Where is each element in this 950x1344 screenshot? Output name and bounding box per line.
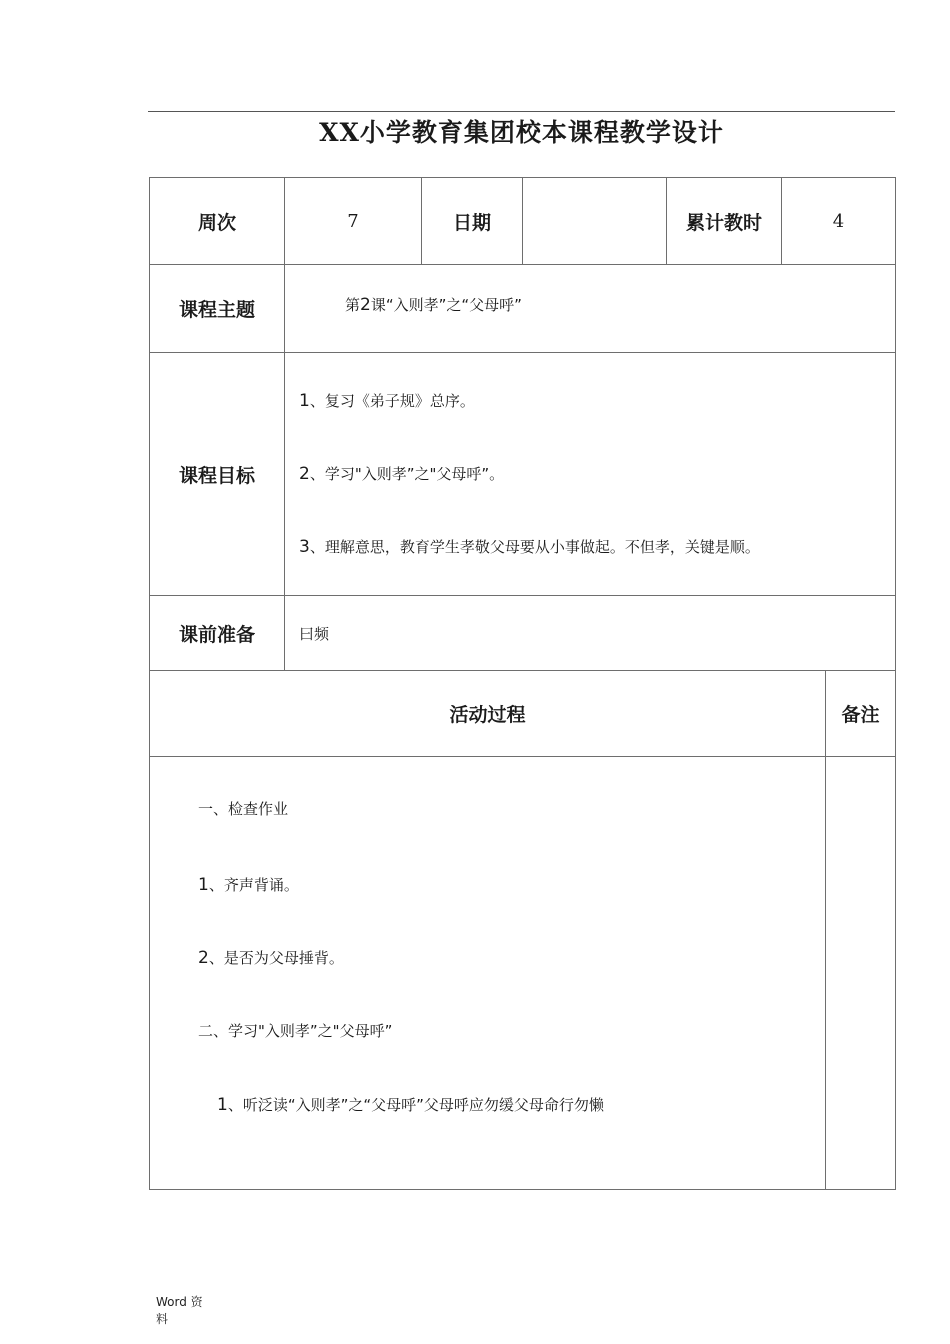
week-value: 7	[285, 178, 422, 265]
objectives-label: 课程目标	[150, 353, 285, 596]
topic-row	[150, 265, 896, 353]
hours-value: 4	[782, 178, 896, 265]
activity-line	[217, 1095, 604, 1115]
activity-body	[150, 757, 826, 1190]
lesson-plan-table	[149, 177, 896, 1190]
objective-item	[299, 464, 895, 484]
activity-header-row	[150, 671, 896, 757]
preparation-value: 曰频	[285, 596, 896, 671]
activity-line-num: 1	[198, 875, 209, 895]
activity-line-num: 2	[198, 948, 209, 968]
objective-item	[299, 391, 895, 411]
date-value	[523, 178, 667, 265]
activity-body-row	[150, 757, 896, 1190]
week-label: 周次	[150, 178, 285, 265]
title-main: 小学教育集团校本课程教学设计	[359, 118, 724, 147]
date-label: 日期	[422, 178, 523, 265]
activity-line-text: 二、学习"入则孝”之"父母呼”	[198, 1022, 393, 1040]
activity-line-text: 、听泛读“入则孝”之“父母呼”父母呼应勿缓父母命行勿懒	[227, 1096, 604, 1114]
objectives-cell	[285, 353, 896, 596]
activity-line	[198, 799, 288, 819]
objective-num: 2	[299, 463, 310, 484]
notes-header: 备注	[826, 671, 896, 757]
activity-line-text: 、齐声背诵。	[208, 876, 299, 894]
info-row	[150, 178, 896, 265]
activity-line-text: 一、检查作业	[198, 800, 289, 818]
topic-value-num: 2	[360, 295, 371, 315]
activity-line-text: 、是否为父母捶背。	[208, 949, 344, 967]
preparation-row	[150, 596, 896, 671]
activity-line-num: 1	[217, 1095, 228, 1115]
objective-num: 1	[299, 390, 310, 411]
objective-num: 3	[299, 536, 310, 557]
document-title	[148, 116, 895, 150]
top-rule	[148, 111, 895, 112]
objectives-list	[285, 366, 895, 583]
footer-note	[156, 1294, 216, 1328]
footer-line: 料	[156, 1312, 169, 1326]
activity-line	[198, 1021, 392, 1041]
topic-value-rest: 课“入则孝”之“父母呼”	[370, 296, 522, 314]
objective-text: 、理解意思，教育学生孝敬父母要从小事做起。不但孝，关键是顺。	[309, 537, 760, 556]
activity-lines	[150, 757, 825, 1189]
objectives-row	[150, 353, 896, 596]
activity-line	[198, 875, 299, 895]
footer-line: Word 资	[156, 1295, 203, 1309]
objective-item	[299, 537, 895, 557]
hours-label: 累计教时	[667, 178, 782, 265]
topic-label: 课程主题	[150, 265, 285, 353]
topic-value	[285, 265, 896, 353]
topic-value-prefix: 第	[345, 296, 361, 314]
title-prefix: XX	[319, 118, 360, 147]
activity-header: 活动过程	[150, 671, 826, 757]
preparation-label: 课前准备	[150, 596, 285, 671]
activity-line	[198, 948, 344, 968]
objective-text: 、学习"入则孝”之"父母呼”。	[309, 464, 505, 483]
objective-text: 、复习《弟子规》总序。	[309, 391, 475, 410]
notes-cell	[826, 757, 896, 1190]
